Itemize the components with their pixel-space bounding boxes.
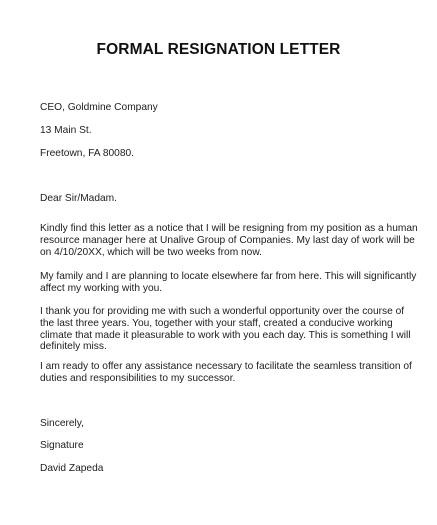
- sender-name: David Zapeda: [40, 463, 104, 474]
- paragraph-4: I am ready to offer any assistance necessary to facilitate the seamless transition of duties and responsibilities to my successor.: [40, 361, 412, 384]
- closing: Sincerely,: [40, 418, 84, 429]
- signature: Signature: [40, 440, 84, 451]
- salutation: Dear Sir/Madam.: [40, 193, 117, 204]
- paragraph-1: Kindly find this letter as a notice that I will be resigning from my position as a human resource manager here at Unalive Group of Companies. My last day of work will be on 4/10/20XX, which will be two weeks from now.: [40, 223, 418, 258]
- recipient-line-1: CEO, Goldmine Company: [40, 102, 158, 113]
- recipient-line-3: Freetown, FA 80080.: [40, 148, 135, 159]
- letter-title: FORMAL RESIGNATION LETTER: [96, 41, 341, 58]
- recipient-line-2: 13 Main St.: [40, 125, 92, 136]
- paragraph-2: My family and I are planning to locate elsewhere far from here. This will significantly affect my working with you.: [40, 271, 417, 294]
- paragraph-3: I thank you for providing me with such a wonderful opportunity over the course of the last three years. You, together with your staff, created a conducive working climate that made it pleasurable to work with you each day. This is something I will definitely miss.: [40, 306, 411, 353]
